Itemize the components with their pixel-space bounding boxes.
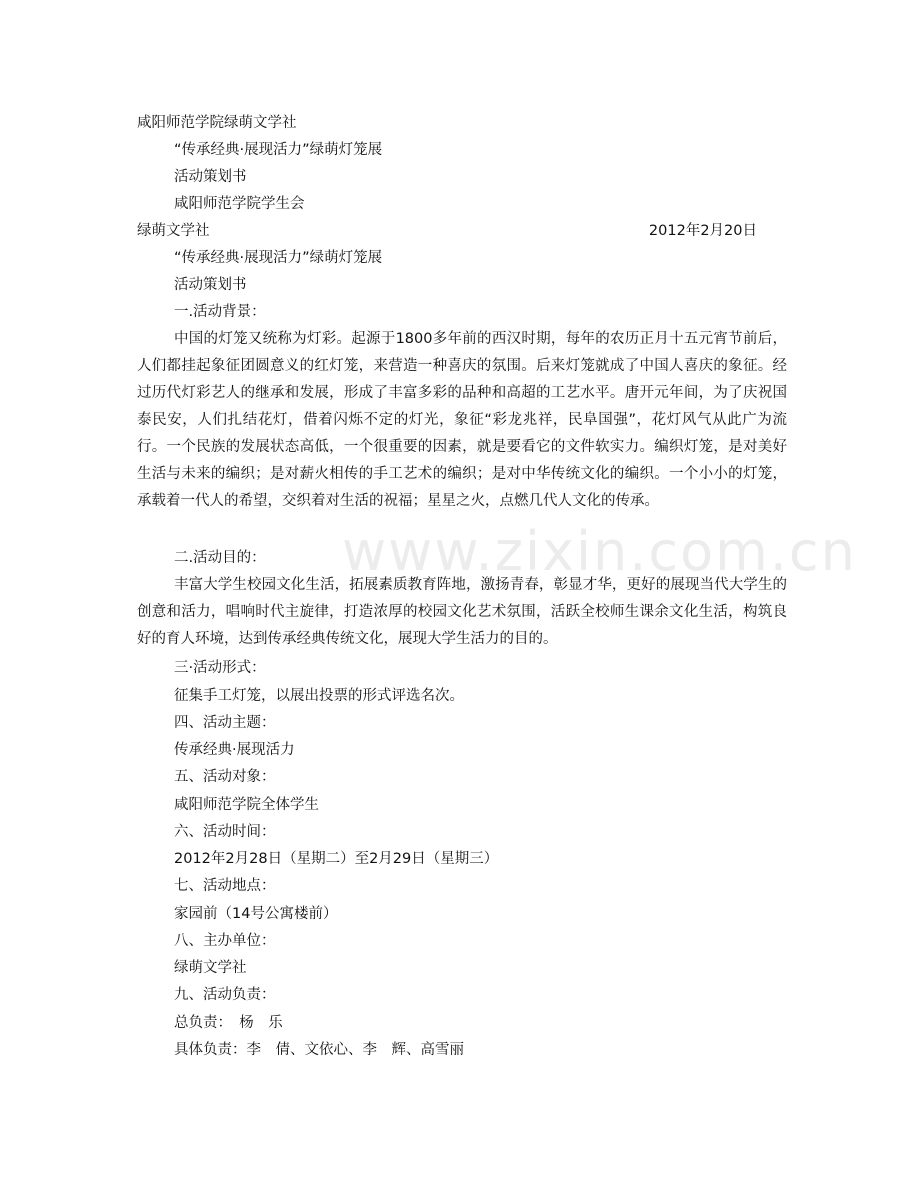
background-paragraph: 中国的灯笼又统称为灯彩。起源于1800多年前的西汉时期，每年的农历正月十五元宵节前后，人们都挂起象征团圆意义的红灯笼，来营造一种喜庆的氛围。后来灯笼就成了中国人喜庆的象征。经过历代灯彩艺人的继承和发展，形成了丰富多彩的品种和高超的工艺水平。唐开元年间，为了庆祝国泰民安，人们扎结花灯，借着闪烁不定的灯光，象征“彩龙兆祥，民阜国强”，花灯风气从此广为流行。一个民族的发展状态高低，一个很重要的因素，就是要看它的文件软实力。编织灯笼，是对美好生活与未来的编织；是对薪火相传的手工艺术的编织；是对中华传统文化的编织。一个小小的灯笼，承载着一代人的希望，交织着对生活的祝福；星星之火，点燃几代人文化的传承。 [137, 331, 787, 509]
place-text: 家园前（14号公寓楼前） [174, 906, 338, 922]
audience-text: 咸阳师范学院全体学生 [174, 797, 319, 813]
form-text: 征集手工灯笼，以展出投票的形式评选名次。 [174, 688, 464, 704]
background-heading: 一.活动背景： [174, 304, 266, 320]
host-text: 绿萌文学社 [174, 960, 247, 976]
lead-general: 总负责： 杨 乐 [174, 1015, 283, 1031]
theme-heading: 四、活动主题： [174, 715, 276, 731]
watermark: www.zixin.com.cn [342, 520, 857, 583]
student-union-line: 咸阳师范学院学生会 [174, 196, 305, 212]
doc-type-repeat: 活动策划书 [174, 277, 247, 293]
time-heading: 六、活动时间： [174, 824, 276, 840]
event-title-repeat: “传承经典·展现活力”绿萌灯笼展 [174, 250, 383, 266]
document-date: 2012年2月20日 [648, 223, 757, 239]
purpose-heading: 二.活动目的： [174, 550, 266, 566]
doc-type: 活动策划书 [174, 169, 247, 185]
purpose-paragraph: 丰富大学生校园文化生活，拓展素质教育阵地，激扬青春，彰显才华，更好的展现当代大学生的创意和活力，唱响时代主旋律，打造浓厚的校园文化艺术氛围，活跃全校师生课余文化生活，构筑良好的育人环境，达到传承经典传统文化，展现大学生活力的目的。 [137, 577, 787, 647]
audience-heading: 五、活动对象： [174, 769, 276, 785]
host-heading: 八、主办单位： [174, 933, 276, 949]
lead-heading: 九、活动负责： [174, 987, 276, 1003]
college-club-line: 咸阳师范学院绿萌文学社 [137, 115, 297, 131]
form-heading: 三·活动形式： [174, 660, 266, 676]
lead-specific: 具体负责：李 倩、文依心、李 辉、高雪丽 [174, 1042, 464, 1058]
place-heading: 七、活动地点： [174, 878, 276, 894]
time-text: 2012年2月28日（星期二）至2月29日（星期三） [174, 851, 499, 867]
theme-text: 传承经典·展现活力 [174, 742, 295, 758]
event-title: “传承经典·展现活力”绿萌灯笼展 [174, 142, 383, 158]
club-name-line: 绿萌文学社 [137, 223, 210, 239]
